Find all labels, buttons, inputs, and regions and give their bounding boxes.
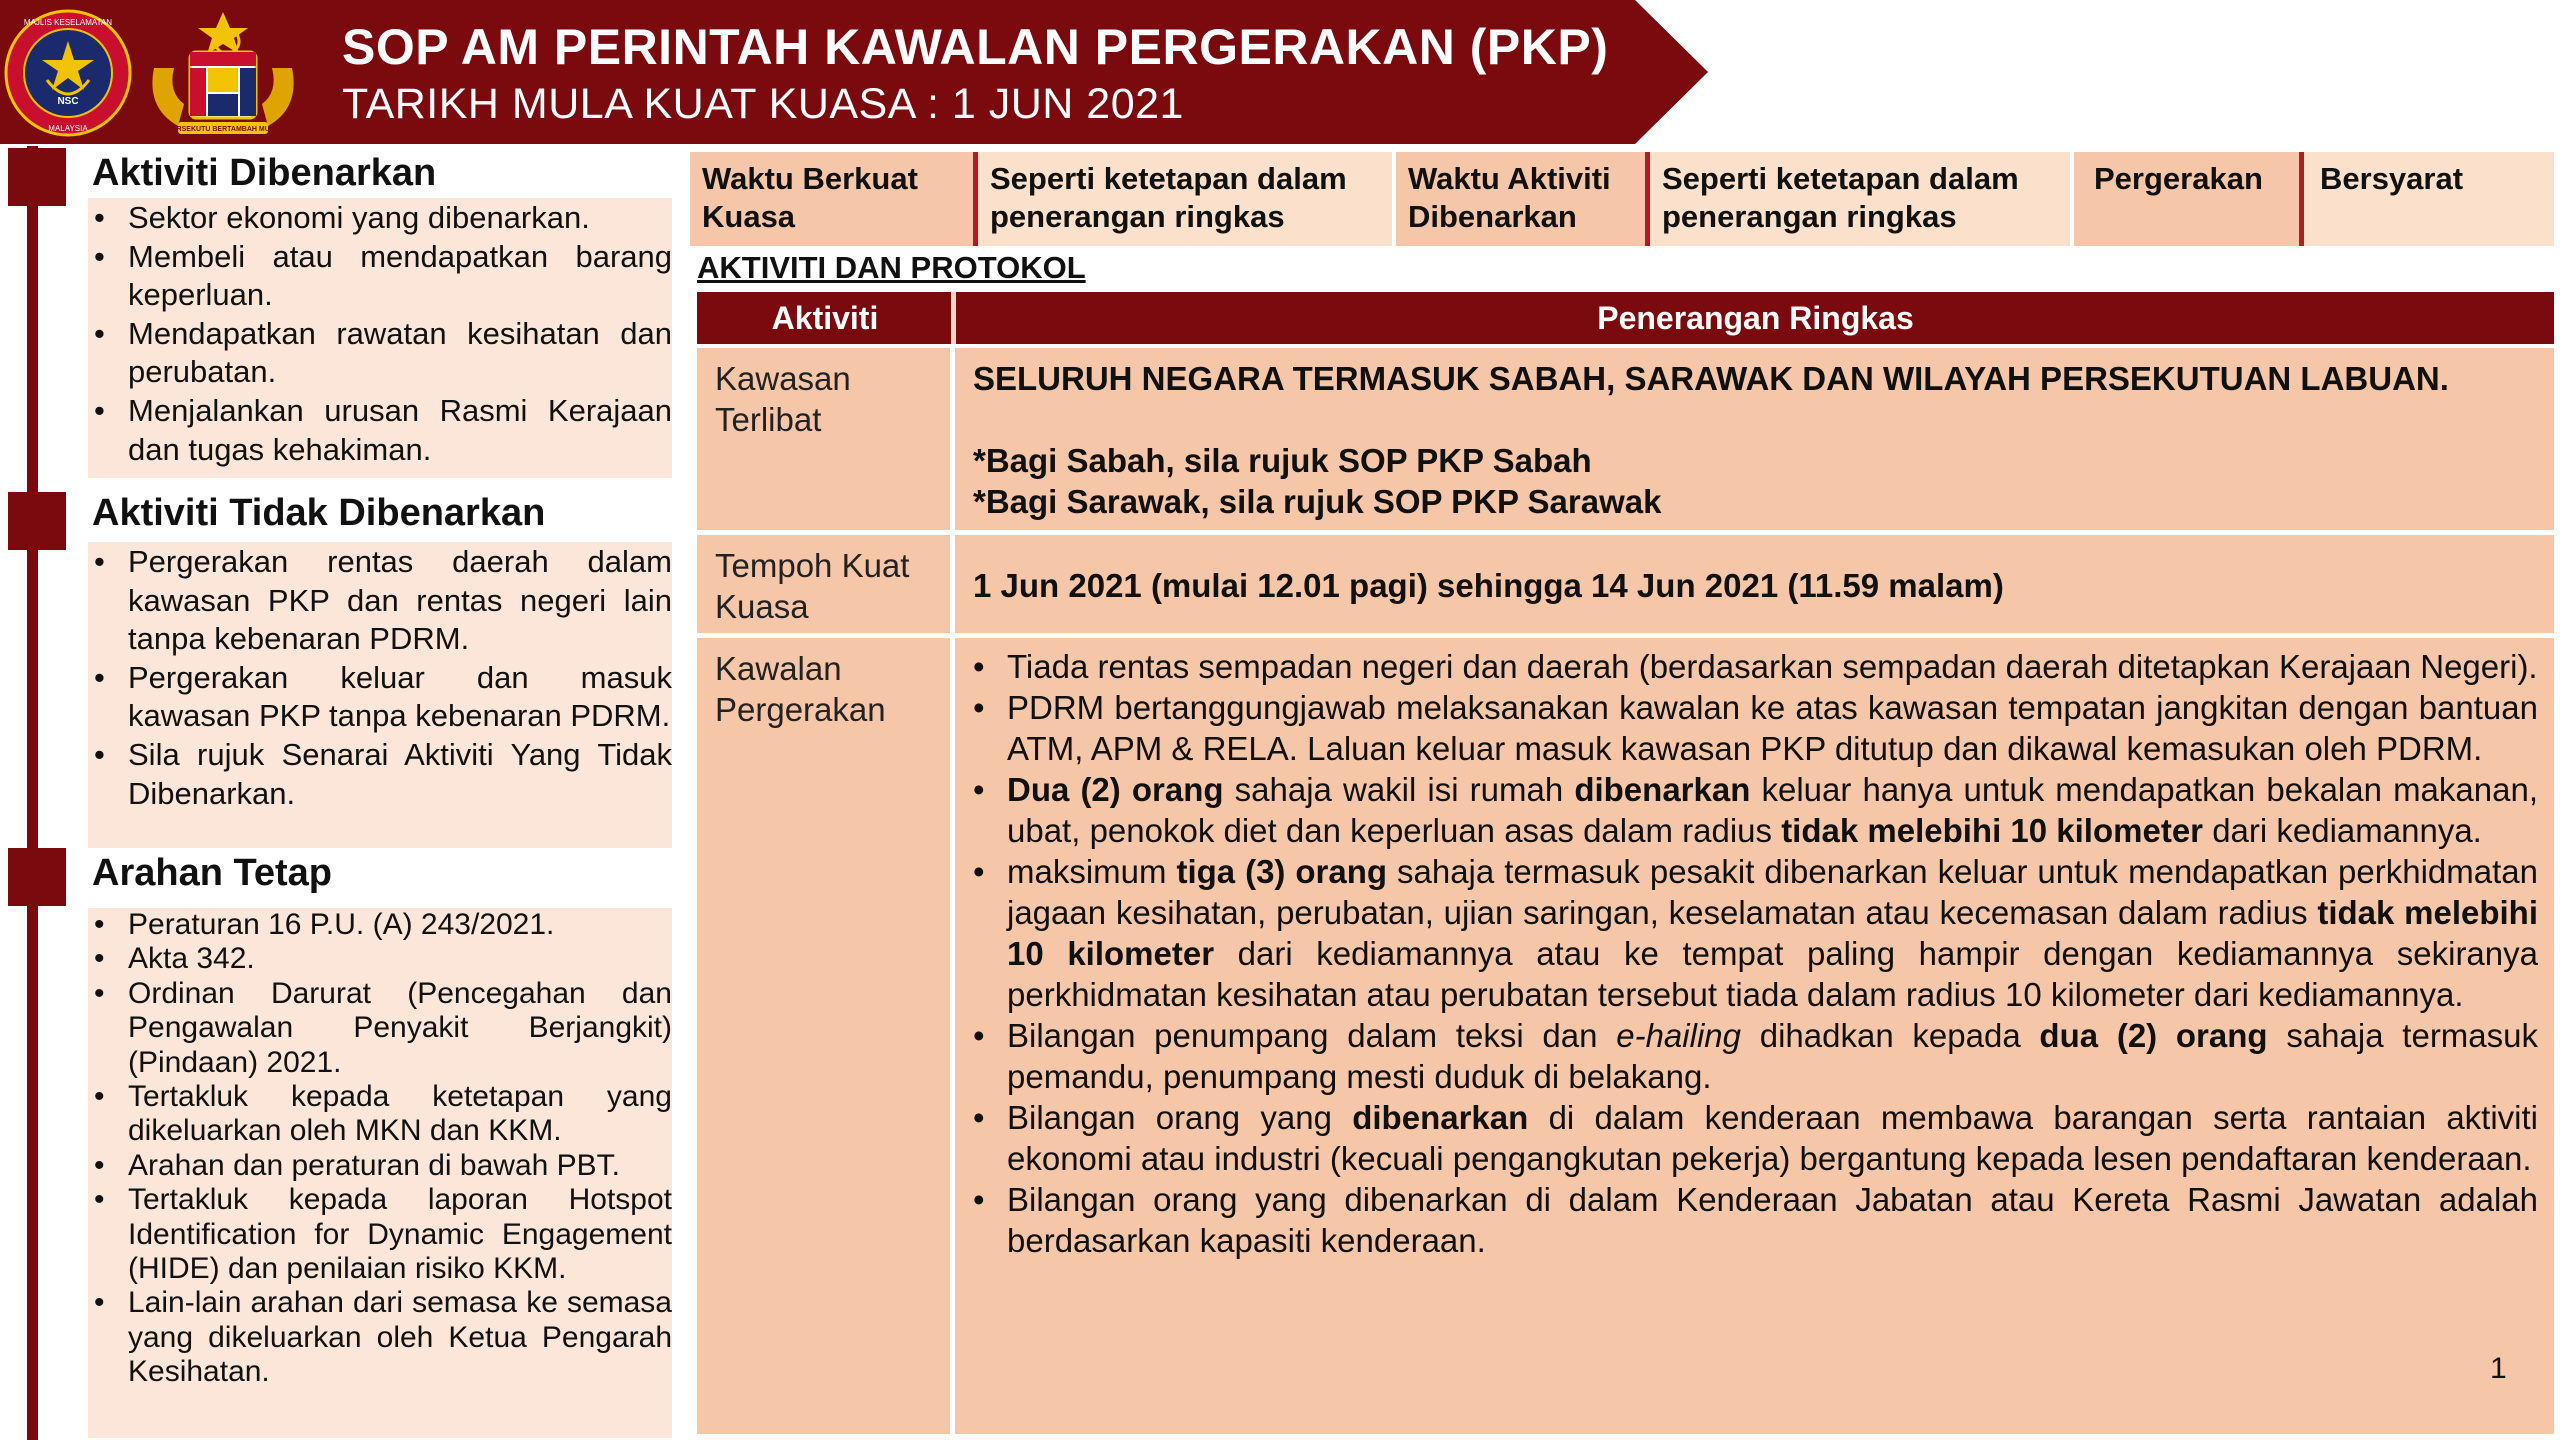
bold-span: tidak melebihi 10 kilometer — [1781, 812, 2204, 849]
rail-marker-allowed — [8, 148, 66, 206]
area-scope-text: SELURUH NEGARA TERMASUK SABAH, SARAWAK DAN WILAYAH PERSEKUTUAN LABUAN. — [973, 360, 2449, 397]
info-movement-value: Bersyarat — [2304, 152, 2554, 246]
info-allowed-time-value: Seperti ketetapan dalam penerangan ringkas — [1650, 152, 2070, 246]
list-item: • Pergerakan keluar dan masuk kawasan PKP tanpa kebenaran PDRM. — [128, 659, 672, 736]
list-item: • Sektor ekonomi yang dibenarkan. — [128, 199, 672, 238]
italic-span: e-hailing — [1616, 1017, 1741, 1054]
not-allowed-activities-title: Aktiviti Tidak Dibenarkan — [92, 492, 546, 534]
sabah-note: *Bagi Sabah, sila rujuk SOP PKP Sabah — [973, 442, 1592, 479]
svg-text:BERSEKUTU BERTAMBAH MUTU: BERSEKUTU BERTAMBAH MUTU — [166, 126, 280, 133]
rail-marker-orders — [8, 848, 66, 906]
info-movement-label: Pergerakan — [2074, 152, 2302, 246]
bold-span: Dua (2) orang — [1007, 771, 1224, 808]
list-item: • Sila rujuk Senarai Aktiviti Yang Tidak Dibenarkan. — [128, 736, 672, 813]
svg-text:MAJLIS KESELAMATAN: MAJLIS KESELAMATAN — [23, 18, 113, 27]
bold-span: dibenarkan — [1352, 1099, 1529, 1136]
row-desc-area — [955, 348, 2554, 530]
list-item: • Menjalankan urusan Rasmi Kerajaan dan tugas kehakiman. — [128, 392, 672, 469]
list-item: • Membeli atau mendapatkan barang keperluan. — [128, 238, 672, 315]
info-effective-time-label: Waktu Berkuat Kuasa — [690, 152, 976, 246]
row-label-period: Tempoh Kuat Kuasa — [697, 535, 950, 633]
list-item: • Dua (2) orang sahaja wakil isi rumah dibenarkan keluar hanya untuk mendapatkan bekalan makanan, ubat, penokok diet dan keperluan asas dalam radius tidak melebihi 10 kilometer dari kediamannya. — [1007, 769, 2538, 851]
bold-span: tidak melebihi 10 kilometer — [1007, 894, 2539, 972]
list-item: • Pergerakan rentas daerah dalam kawasan PKP dan rentas negeri lain tanpa kebenaran PDRM. — [128, 543, 672, 659]
nsc-seal-icon — [3, 8, 133, 138]
header-banner — [0, 0, 1710, 144]
row-desc-movement-control — [955, 638, 2554, 1434]
svg-text:NSC: NSC — [57, 96, 79, 107]
standing-orders-title: Arahan Tetap — [92, 852, 333, 894]
list-item: • Tiada rentas sempadan negeri dan daerah (berdasarkan sempadan daerah ditetapkan Kerajaan Negeri). — [1007, 646, 2538, 687]
page-subtitle: TARIKH MULA KUAT KUASA : 1 JUN 2021 — [342, 80, 1184, 128]
info-allowed-time-label: Waktu Aktiviti Dibenarkan — [1396, 152, 1648, 246]
list-item: • Tertakluk kepada laporan Hotspot Identification for Dynamic Engagement (HIDE) dan penilaian risiko KKM. — [128, 1183, 672, 1286]
column-header-activity: Aktiviti — [771, 300, 879, 336]
not-allowed-activities-list — [88, 542, 672, 848]
list-item: • Bilangan orang yang dibenarkan di dalam kenderaan membawa barangan serta rantaian aktiviti ekonomi atau industri (kecuali pengangkutan pekerja) bergantung kepada lesen pendaftaran kenderaan. — [1007, 1097, 2538, 1179]
svg-text:MALAYSIA: MALAYSIA — [48, 124, 88, 133]
bold-span: dibenarkan — [1574, 771, 1751, 808]
list-item: • Bilangan penumpang dalam teksi dan e-hailing dihadkan kepada dua (2) orang sahaja termasuk pemandu, penumpang mesti duduk di belakang. — [1007, 1015, 2538, 1097]
column-header-description: Penerangan Ringkas — [1597, 300, 1914, 336]
list-item: • Akta 342. — [128, 942, 672, 976]
list-item: • maksimum tiga (3) orang sahaja termasuk pesakit dibenarkan keluar untuk mendapatkan perkhidmatan jagaan kesihatan, perubatan, ujian saringan, keselamatan atau kecemasan dalam radius tidak melebihi 10 kilometer dari kediamannya atau ke tempat paling hampir dengan kediamannya sekiranya perkhidmatan kesihatan atau perubatan tersebut tiada dalam radius 10 kilometer dari kediamannya. — [1007, 851, 2538, 1015]
page-title: SOP AM PERINTAH KAWALAN PERGERAKAN (PKP) — [342, 19, 1609, 75]
list-item: • Bilangan orang yang dibenarkan di dalam Kenderaan Jabatan atau Kereta Rasmi Jawatan adalah berdasarkan kapasiti kenderaan. — [1007, 1179, 2538, 1261]
page-number: 1 — [2490, 1352, 2507, 1385]
rail-marker-not-allowed — [8, 492, 66, 550]
info-effective-time-value: Seperti ketetapan dalam penerangan ringkas — [978, 152, 1392, 246]
row-desc-period: 1 Jun 2021 (mulai 12.01 pagi) sehingga 14 Jun 2021 (11.59 malam) — [955, 535, 2554, 633]
list-item: • Peraturan 16 P.U. (A) 243/2021. — [128, 908, 672, 942]
list-item: • Arahan dan peraturan di bawah PBT. — [128, 1149, 672, 1183]
sarawak-note: *Bagi Sarawak, sila rujuk SOP PKP Sarawak — [973, 483, 1662, 520]
left-rail — [27, 146, 38, 1440]
bold-span: dua (2) orang — [2039, 1017, 2268, 1054]
allowed-activities-title: Aktiviti Dibenarkan — [92, 152, 437, 194]
coat-of-arms-icon — [138, 8, 308, 138]
list-item: • PDRM bertanggungjawab melaksanakan kawalan ke atas kawasan tempatan jangkitan dengan bantuan ATM, APM & RELA. Laluan keluar masuk kawasan PKP ditutup dan dikawal kemasukan oleh PDRM. — [1007, 687, 2538, 769]
standing-orders-list — [88, 908, 672, 1438]
list-item: • Tertakluk kepada ketetapan yang dikeluarkan oleh MKN dan KKM. — [128, 1080, 672, 1149]
list-item: • Ordinan Darurat (Pencegahan dan Pengawalan Penyakit Berjangkit) (Pindaan) 2021. — [128, 977, 672, 1080]
list-item: • Lain-lain arahan dari semasa ke semasa yang dikeluarkan oleh Ketua Pengarah Kesihatan. — [128, 1286, 672, 1389]
row-label-area: Kawasan Terlibat — [697, 348, 950, 530]
list-item: • Mendapatkan rawatan kesihatan dan perubatan. — [128, 315, 672, 392]
allowed-activities-list — [88, 198, 672, 478]
row-label-movement-control: Kawalan Pergerakan — [697, 638, 950, 1434]
protocol-section-label: AKTIVITI DAN PROTOKOL — [697, 250, 1086, 285]
bold-span: tiga (3) orang — [1176, 853, 1388, 890]
